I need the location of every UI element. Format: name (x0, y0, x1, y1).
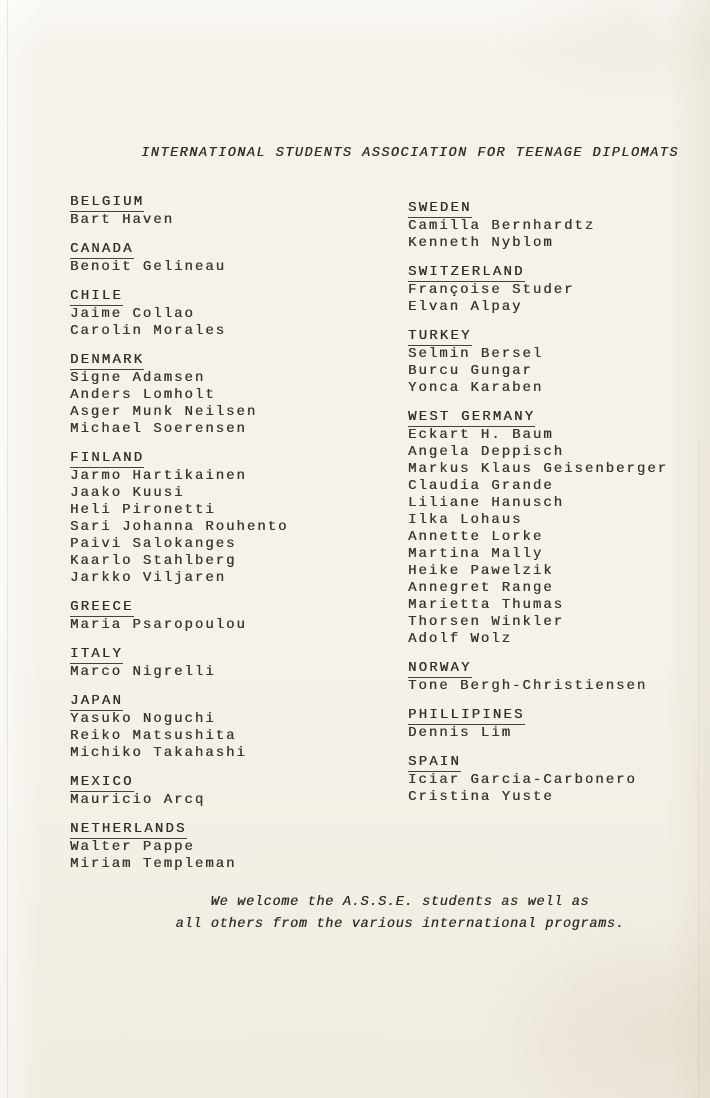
student-name: Annette Lorke (408, 529, 544, 545)
student-name: Michael Soerensen (70, 421, 247, 437)
student-name: Burcu Gungar (408, 363, 533, 379)
country-heading: CANADA (70, 241, 134, 257)
student-name: Heli Pironetti (70, 502, 216, 518)
country-heading: ITALY (70, 646, 124, 662)
country-heading: TURKEY (408, 328, 472, 344)
student-name: Ilka Lohaus (408, 512, 523, 528)
student-name: Bart Haven (70, 212, 175, 228)
country-section (408, 754, 710, 806)
country-heading: DENMARK (70, 352, 145, 368)
country-heading: NORWAY (408, 660, 472, 676)
student-name: Heike Pawelzik (408, 563, 554, 579)
student-name: Mauricio Arcq (70, 792, 206, 808)
student-name: Paivi Salokanges (70, 536, 237, 552)
student-name: Markus Klaus Geisenberger (408, 461, 669, 477)
student-name: Dennis Lim (408, 725, 513, 741)
country-heading: PHILLIPINES (408, 707, 525, 723)
student-name: Martina Mally (408, 546, 544, 562)
student-name: Tone Bergh-Christiensen (408, 678, 648, 694)
student-name: Cristina Yuste (408, 789, 554, 805)
country-section (70, 599, 400, 634)
student-name: Marco Nigrelli (70, 664, 216, 680)
student-name: Carolin Morales (70, 323, 227, 339)
student-name: Anders Lomholt (70, 387, 216, 403)
country-section (408, 264, 710, 316)
student-name: Yonca Karaben (408, 380, 544, 396)
country-section (408, 707, 710, 742)
country-section (70, 194, 400, 229)
country-heading: WEST GERMANY (408, 409, 536, 425)
country-heading: NETHERLANDS (70, 821, 187, 837)
student-name: Marietta Thumas (408, 597, 565, 613)
student-name: Sari Johanna Rouhento (70, 519, 289, 535)
student-name: Maria Psaropoulou (70, 617, 247, 633)
student-name: Asger Munk Neilsen (70, 404, 258, 420)
student-name: Walter Pappe (70, 839, 195, 855)
student-name: Camilla Bernhardtz (408, 218, 596, 234)
country-heading: CHILE (70, 288, 124, 304)
student-name: Kenneth Nyblom (408, 235, 554, 251)
country-heading: SWITZERLAND (408, 264, 525, 280)
country-section (70, 450, 400, 587)
student-name: Jarmo Hartikainen (70, 468, 247, 484)
student-name: Liliane Hanusch (408, 495, 565, 511)
page-title: INTERNATIONAL STUDENTS ASSOCIATION FOR TEENAGE DIPLOMATS (141, 146, 679, 161)
country-section (70, 693, 400, 762)
country-heading: MEXICO (70, 774, 134, 790)
student-name: Claudia Grande (408, 478, 554, 494)
country-heading: GREECE (70, 599, 134, 615)
student-name: Adolf Wolz (408, 631, 513, 647)
student-name: Reiko Matsushita (70, 728, 237, 744)
footer-note (130, 892, 670, 936)
country-section (70, 352, 400, 438)
country-heading: SWEDEN (408, 200, 472, 216)
student-name: Signe Adamsen (70, 370, 206, 386)
country-heading: JAPAN (70, 693, 124, 709)
student-name: Elvan Alpay (408, 299, 523, 315)
student-name: Jarkko Viljaren (70, 570, 227, 586)
student-name: Michiko Takahashi (70, 745, 247, 761)
student-name: Jaime Collao (70, 306, 195, 322)
right-column (408, 200, 710, 818)
left-column (70, 194, 400, 885)
country-section (408, 660, 710, 695)
student-name: Angela Deppisch (408, 444, 565, 460)
country-heading: FINLAND (70, 450, 145, 466)
student-name: Kaarlo Stahlberg (70, 553, 237, 569)
student-name: Miriam Templeman (70, 856, 237, 872)
country-section (70, 288, 400, 340)
student-name: Françoise Studer (408, 282, 575, 298)
student-name: Annegret Range (408, 580, 554, 596)
country-heading: SPAIN (408, 754, 462, 770)
country-section (408, 328, 710, 397)
student-name: Selmin Bersel (408, 346, 544, 362)
country-heading: BELGIUM (70, 194, 145, 210)
country-section (70, 821, 400, 873)
country-section (70, 774, 400, 809)
footer-line-1: We welcome the A.S.S.E. students as well as (210, 895, 590, 910)
student-name: Iciar Garcia-Carbonero (408, 772, 637, 788)
country-section (70, 241, 400, 276)
footer-line-2: all others from the various international programs. (175, 917, 625, 932)
student-name: Eckart H. Baum (408, 427, 554, 443)
student-name: Yasuko Noguchi (70, 711, 216, 727)
country-section (408, 409, 710, 648)
student-name: Benoit Gelineau (70, 259, 227, 275)
student-name: Thorsen Winkler (408, 614, 565, 630)
country-section (408, 200, 710, 252)
student-name: Jaako Kuusi (70, 485, 185, 501)
country-section (70, 646, 400, 681)
